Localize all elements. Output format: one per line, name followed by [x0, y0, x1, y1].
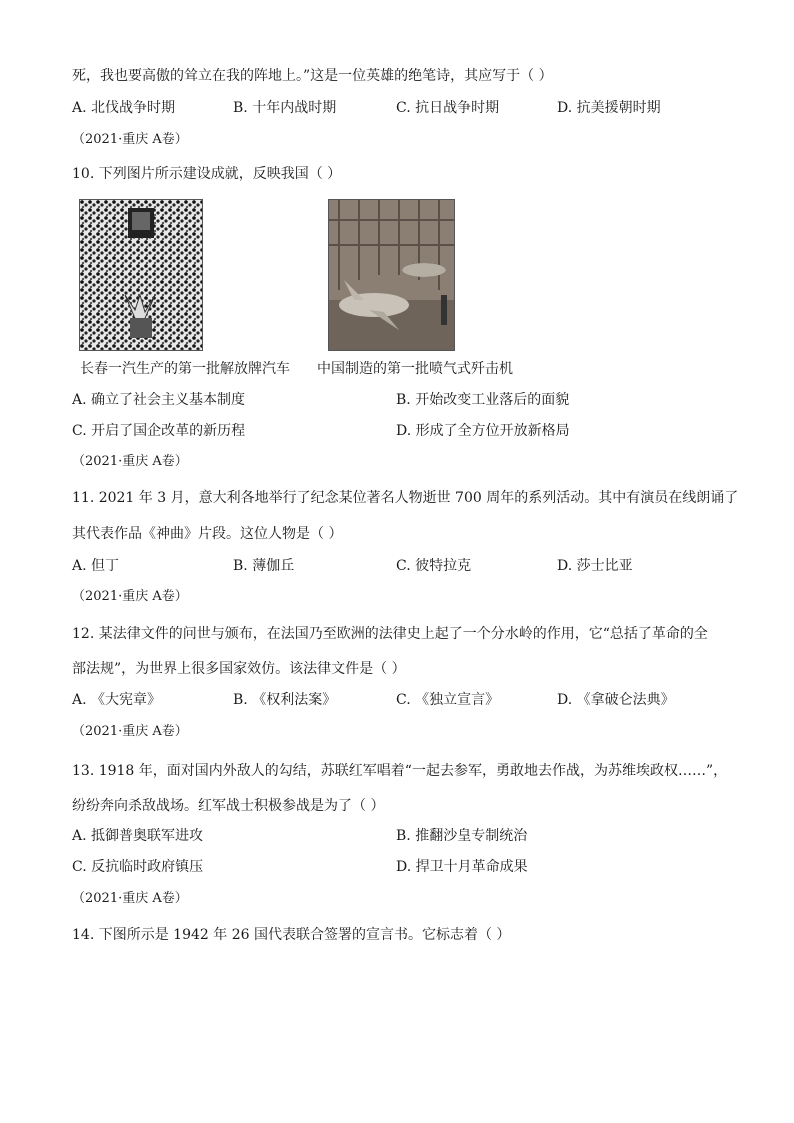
q11-option-a: A. 但丁	[72, 558, 120, 574]
q12-option-c: C. 《独立宣言》	[396, 692, 500, 708]
q14-stem: 14. 下图所示是 1942 年 26 国代表联合签署的宣言书。它标志着（ ）	[72, 927, 511, 943]
q11-option-c: C. 彼特拉克	[396, 558, 472, 574]
q12-option-b: B. 《权利法案》	[233, 692, 337, 708]
q11-source: （2021·重庆 A卷）	[72, 589, 188, 604]
q11-option-b: B. 薄伽丘	[233, 558, 295, 574]
q9-stem: 死，我也要高傲的耸立在我的阵地上。”这是一位英雄的绝笔诗，其应写于（ ）	[72, 68, 553, 84]
q11-stem-line1: 11. 2021 年 3 月，意大利各地举行了纪念某位著名人物逝世 700 周年的系列活动。其中有演员在线朗诵了	[72, 490, 739, 506]
q13-stem-line1: 13. 1918 年，面对国内外敌人的勾结，苏联红军唱着“一起去参军，勇敢地去作战，为苏维埃政权……”，	[72, 763, 728, 779]
q13-source: （2021·重庆 A卷）	[72, 891, 188, 906]
q9-option-d: D. 抗美援朝时期	[557, 100, 661, 116]
q9-option-a: A. 北伐战争时期	[72, 100, 176, 116]
q10-source: （2021·重庆 A卷）	[72, 454, 188, 469]
q10-option-b: B. 开始改变工业落后的面貌	[396, 392, 570, 408]
q13-stem-line2: 纷纷奔向杀敌战场。红军战士积极参战是为了（ ）	[72, 798, 385, 814]
q13-option-d: D. 捍卫十月革命成果	[396, 859, 528, 875]
q12-stem-line2: 部法规”，为世界上很多国家效仿。该法律文件是（ ）	[72, 661, 406, 677]
q12-option-d: D. 《拿破仑法典》	[557, 692, 675, 708]
q10-option-d: D. 形成了全方位开放新格局	[396, 423, 570, 439]
crowd-photo-graphic	[80, 200, 202, 350]
q12-source: （2021·重庆 A卷）	[72, 724, 188, 739]
q13-option-c: C. 反抗临时政府镇压	[72, 859, 204, 875]
caption-jet-fighters: 中国制造的第一批喷气式歼击机	[317, 361, 513, 377]
q10-option-a: A. 确立了社会主义基本制度	[72, 392, 246, 408]
q12-option-a: A. 《大宪章》	[72, 692, 162, 708]
caption-trucks: 长春一汽生产的第一批解放牌汽车	[80, 361, 290, 377]
q9-option-c: C. 抗日战争时期	[396, 100, 500, 116]
q9-option-b: B. 十年内战时期	[233, 100, 337, 116]
q13-option-a: A. 抵御普奥联军进攻	[72, 828, 204, 844]
q9-source: （2021·重庆 A卷）	[72, 132, 188, 147]
q10-option-c: C. 开启了国企改革的新历程	[72, 423, 246, 439]
q10-stem: 10. 下列图片所示建设成就，反映我国（ ）	[72, 166, 342, 182]
photo-jet-fighters	[328, 199, 455, 351]
factory-photo-graphic	[329, 200, 454, 350]
q11-stem-line2: 其代表作品《神曲》片段。这位人物是（ ）	[72, 526, 343, 542]
q13-option-b: B. 推翻沙皇专制统治	[396, 828, 528, 844]
q11-option-d: D. 莎士比亚	[557, 558, 633, 574]
photo-trucks	[79, 199, 203, 351]
q12-stem-line1: 12. 某法律文件的问世与颁布，在法国乃至欧洲的法律史上起了一个分水岭的作用，它“总括了革命的全	[72, 626, 708, 642]
